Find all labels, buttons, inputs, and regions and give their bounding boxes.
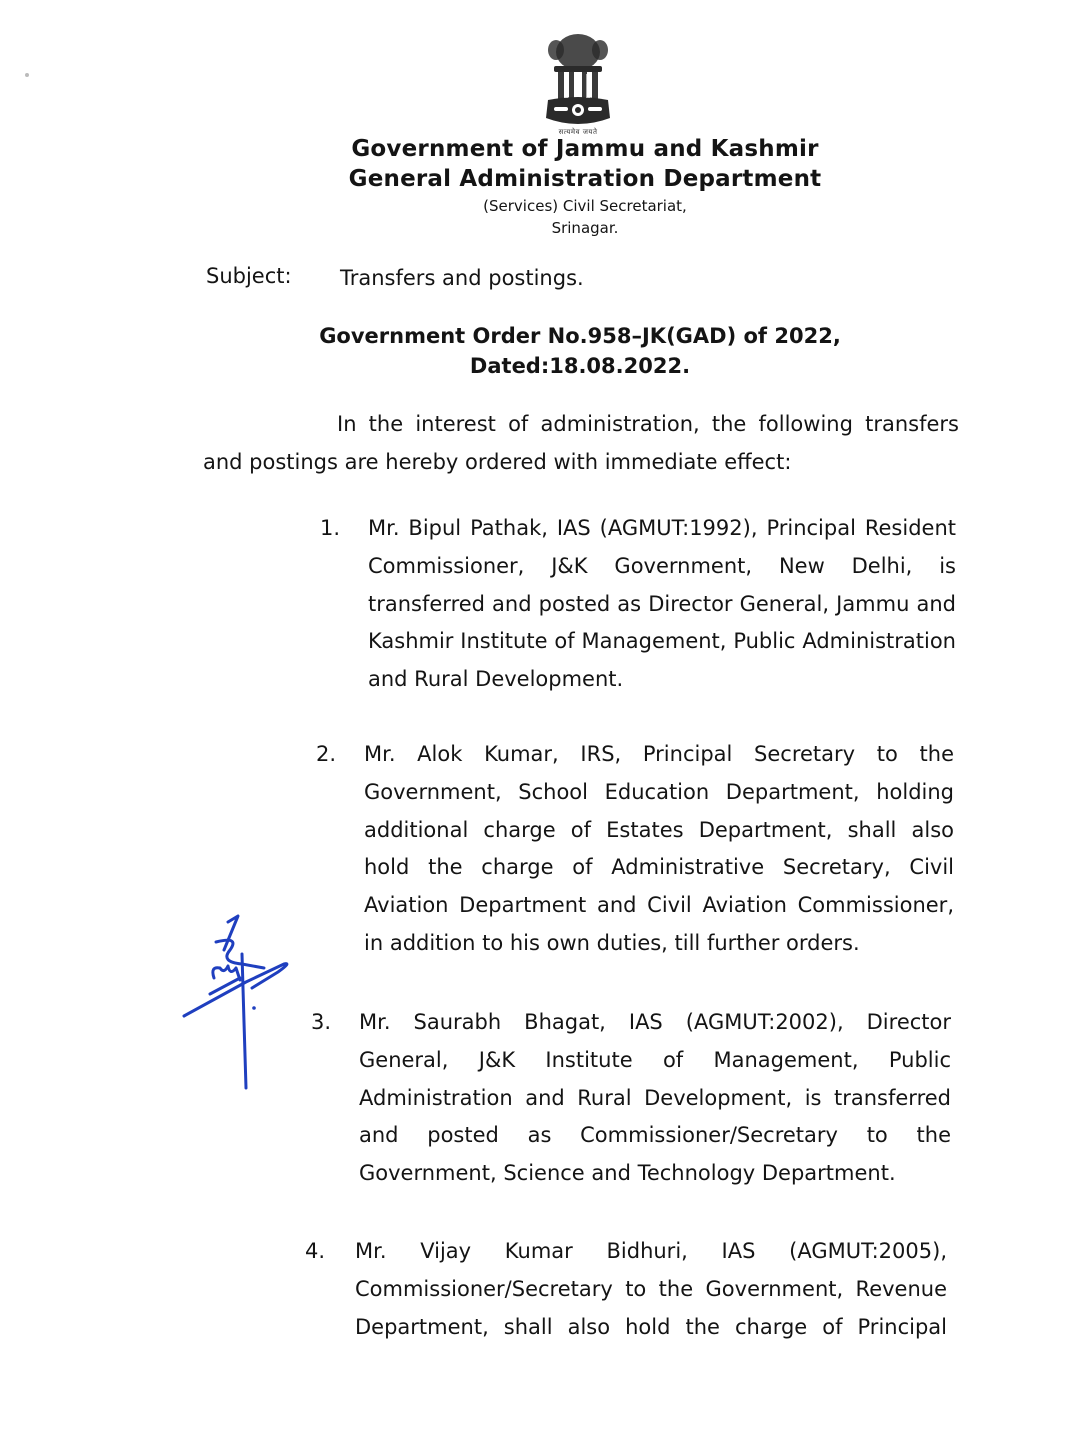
emblem-motto: सत्यमेव जयते xyxy=(558,128,598,136)
header-government: Government of Jammu and Kashmir xyxy=(351,136,819,162)
header-city: Srinagar. xyxy=(551,219,619,237)
header-office: (Services) Civil Secretariat, xyxy=(483,197,687,215)
item-text: Mr. Vijay Kumar Bidhuri, IAS (AGMUT:2005), Commissioner/Secretary to the Government, Revenue Department, shall also hold the charge of Principal xyxy=(355,1239,947,1339)
subject-label: Subject: xyxy=(206,264,292,288)
item-text: Mr. Alok Kumar, IRS, Principal Secretary to the Government, School Education Department, holding additional charge of Estates Department, shall also hold the charge of Administrative Secretary, Civil Aviation Department and Civil Aviation Commissioner, in addition to his own duties, till further orders. xyxy=(364,742,954,955)
handwritten-signature-icon xyxy=(180,912,290,1092)
order-date: Dated:18.08.2022. xyxy=(469,354,691,378)
intro-text: In the interest of administration, the following transfers and postings are hereby ordered with immediate effect: xyxy=(203,412,959,474)
state-emblem-icon xyxy=(540,30,616,136)
intro-paragraph xyxy=(203,405,959,481)
item-number: 3. xyxy=(311,1010,332,1034)
order-number: Government Order No.958–JK(GAD) of 2022, xyxy=(319,324,841,348)
item-number: 2. xyxy=(316,742,337,766)
order-item xyxy=(359,1004,951,1193)
item-number: 1. xyxy=(320,516,341,540)
order-item xyxy=(355,1233,947,1346)
order-item xyxy=(364,736,954,963)
item-text: Mr. Saurabh Bhagat, IAS (AGMUT:2002), Director General, J&K Institute of Management, Public Administration and Rural Development, is transferred and posted as Commissioner/Secretary to the Government, Science and Technology Department. xyxy=(359,1010,951,1186)
header-department: General Administration Department xyxy=(348,166,822,192)
scan-speck xyxy=(25,73,29,77)
subject-text: Transfers and postings. xyxy=(340,266,584,290)
item-text: Mr. Bipul Pathak, IAS (AGMUT:1992), Principal Resident Commissioner, J&K Government, New Delhi, is transferred and posted as Director General, Jammu and Kashmir Institute of Management, Public Administration and Rural Development. xyxy=(368,516,956,692)
item-number: 4. xyxy=(305,1239,326,1263)
order-item xyxy=(368,510,956,699)
